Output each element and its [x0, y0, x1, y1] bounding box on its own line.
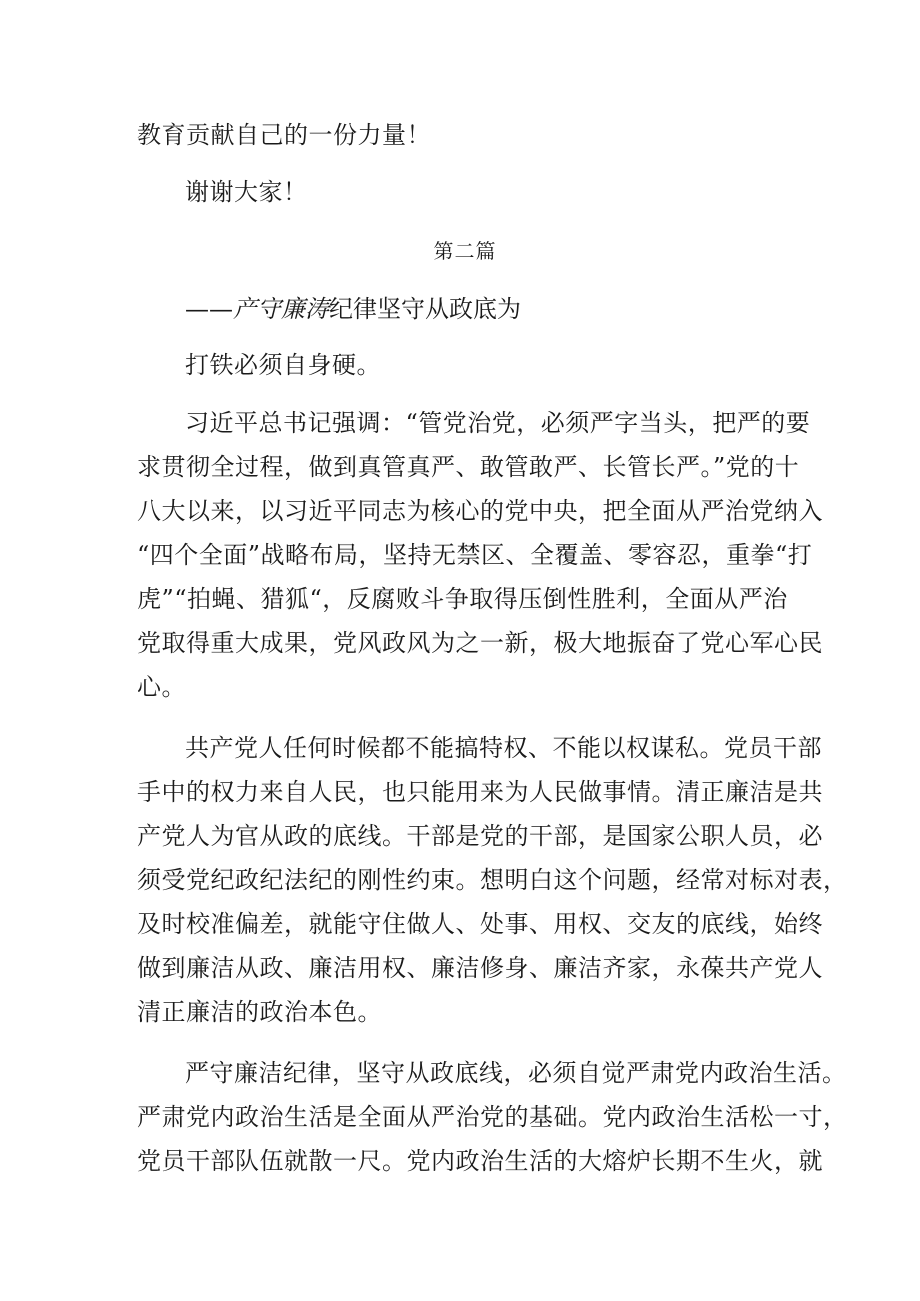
paragraph-line: 清正廉洁的政治本色。	[137, 998, 382, 1026]
subtitle-dash: ——	[185, 295, 233, 323]
paragraph-line: 八大以来，以习近平同志为核心的党中央，把全面从严治党纳入	[137, 497, 823, 525]
section-heading: 第二篇	[433, 239, 497, 263]
paragraph-line: 党取得重大成果，党风政风为之一新，极大地振奋了党心军心民	[137, 629, 823, 657]
closing-line: 谢谢大家！	[185, 178, 308, 206]
paragraph-line: 严肃党内政治生活是全面从严治党的基础。党内政治生活松一寸，	[137, 1103, 848, 1131]
body-line: 教育贡献自己的一份力量！	[137, 121, 431, 149]
paragraph-line: 手中的权力来自人民，也只能用来为人民做事情。清正廉洁是共	[137, 778, 823, 806]
paragraph-line: 虎”“拍蝇、猎狐“，反腐败斗争取得压倒性胜利，全面从严治	[137, 585, 788, 613]
paragraph-line: 党员干部队伍就散一尺。党内政治生活的大熔炉长期不生火，就	[137, 1147, 823, 1175]
section-subtitle	[185, 292, 521, 326]
paragraph-line: 及时校准偏差，就能守住做人、处事、用权、交友的底线，始终	[137, 910, 823, 938]
paragraph-line: 严守廉洁纪律，坚守从政底线，必须自觉严肃党内政治生活。	[185, 1059, 847, 1087]
paragraph-line: 共产党人任何时候都不能搞特权、不能以权谋私。党员干部	[185, 734, 822, 762]
subtitle-rest: 纪律坚守从政底为	[329, 295, 521, 323]
paragraph-line: 产党人为官从政的底线。干部是党的干部，是国家公职人员，必	[137, 822, 823, 850]
paragraph-line: 习近平总书记强调：“管党治党，必须严字当头，把严的要	[185, 409, 811, 437]
paragraph-line: 须受党纪政纪法纪的刚性约束。想明白这个问题，经常对标对表，	[137, 866, 848, 894]
paragraph-line: 打铁必须自身硬。	[185, 351, 381, 379]
paragraph-line: “四个全面”战略布局，坚持无禁区、全覆盖、零容忍，重拳“打	[137, 541, 813, 569]
paragraph-line: 求贯彻全过程，做到真管真严、敢管敢严、长管长严。”党的十	[137, 453, 800, 481]
subtitle-italic-part: 产守廉涛	[233, 295, 329, 323]
paragraph-line: 心。	[137, 673, 186, 701]
paragraph-line: 做到廉洁从政、廉洁用权、廉洁修身、廉洁齐家，永葆共产党人	[137, 954, 823, 982]
